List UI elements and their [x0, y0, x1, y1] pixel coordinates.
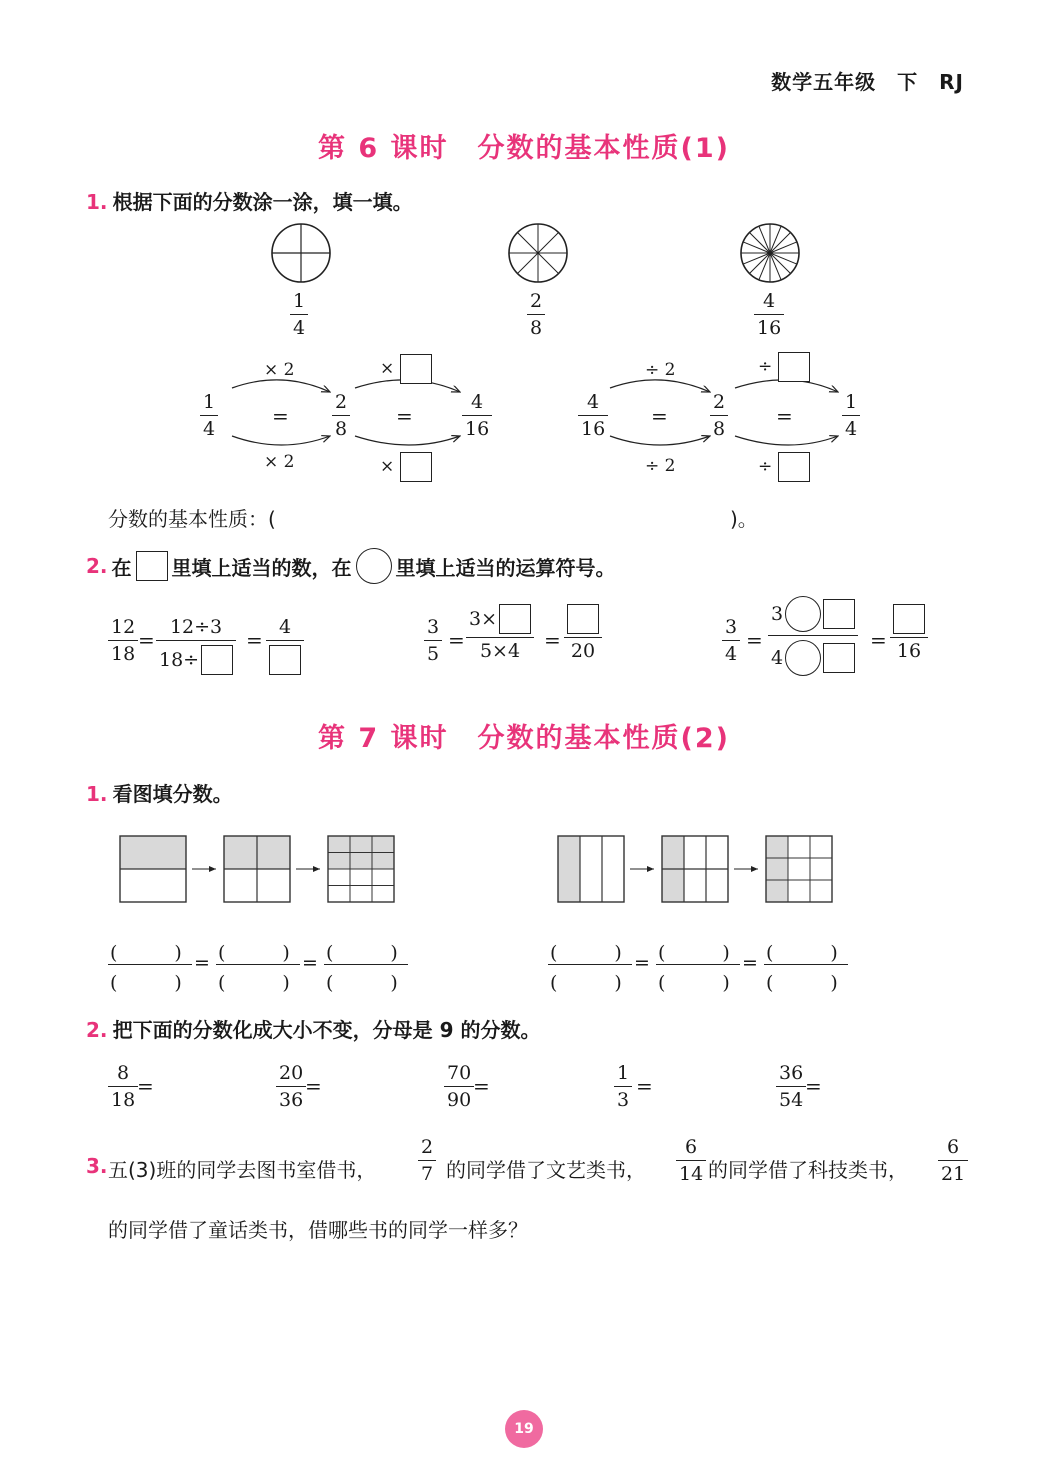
denominator: 18: [111, 643, 136, 665]
op-divide-2-top: ÷ 2: [645, 360, 676, 380]
fraction-bar: [656, 964, 740, 965]
question-number: 3.: [86, 1154, 108, 1178]
numerator: 1: [293, 290, 306, 312]
blank-numerator[interactable]: ( ): [658, 942, 730, 964]
expr2-frac-2: [466, 604, 534, 661]
fraction-bar: [216, 964, 300, 965]
op-times-2-top: × 2: [264, 360, 295, 380]
blank-denominator[interactable]: ( ): [110, 972, 182, 994]
equals-sign: =: [396, 404, 413, 428]
blank-denominator[interactable]: ( ): [218, 972, 290, 994]
numerator: 1: [845, 391, 858, 413]
chain-left-frac-2: [332, 393, 350, 439]
answer-box[interactable]: [893, 604, 925, 634]
equals-sign: =: [805, 1074, 822, 1098]
denominator: 21: [941, 1163, 966, 1185]
l7-q2-heading: [86, 1014, 540, 1043]
convert-frac-4: [614, 1064, 632, 1110]
equals-sign: =: [636, 1074, 653, 1098]
operator-circle[interactable]: [785, 596, 821, 632]
equals-sign: =: [870, 628, 887, 652]
blank-denominator[interactable]: ( ): [326, 972, 398, 994]
numerator: 70: [447, 1062, 472, 1084]
denominator: [156, 641, 236, 675]
op-symbol: ×: [380, 456, 395, 477]
expr1-frac-1: [108, 618, 138, 664]
blank-denominator[interactable]: ( ): [766, 972, 838, 994]
denominator: 16: [581, 418, 606, 440]
chain-right-frac-2: [710, 393, 728, 439]
fraction-bar: [324, 964, 408, 965]
convert-frac-3: [444, 1064, 474, 1110]
denominator: [768, 636, 858, 676]
operator-circle[interactable]: [785, 640, 821, 676]
numerator: 3: [427, 616, 440, 638]
expr1-frac-2: [156, 618, 236, 675]
property-prompt: 分数的基本性质：(: [108, 507, 276, 531]
chain-left-frac-1: [200, 393, 218, 439]
fraction-2-7: [418, 1138, 436, 1184]
grid-diagram-left[interactable]: [118, 834, 408, 904]
numerator: 6: [947, 1136, 960, 1158]
chain-left-frac-3: [462, 393, 492, 439]
equals-sign: =: [302, 952, 318, 974]
l7-q1-heading: [86, 778, 233, 807]
numerator: [564, 604, 602, 637]
equals-sign: =: [651, 404, 668, 428]
expr2-frac-3: [564, 604, 602, 661]
op-divide-blank-bottom: [758, 452, 810, 482]
numerator: 4: [587, 391, 600, 413]
denominator: [266, 641, 304, 675]
op-divide-2-bottom: ÷ 2: [645, 456, 676, 476]
numerator: 4: [471, 391, 484, 413]
numerator-text: 3: [771, 602, 784, 625]
numerator: 1: [203, 391, 216, 413]
blank-denominator[interactable]: ( ): [658, 972, 730, 994]
fraction-2-8: [527, 292, 545, 338]
fraction-6-14: [676, 1138, 706, 1184]
denominator: 5: [427, 643, 440, 665]
equals-sign: =: [448, 628, 465, 652]
question-text: 里填上适当的数，在: [171, 555, 352, 580]
convert-frac-5: [776, 1064, 806, 1110]
circle-symbol: [356, 548, 392, 584]
box-symbol: [136, 551, 168, 581]
blank-numerator[interactable]: ( ): [550, 942, 622, 964]
lesson-6-title: 第 6 课时 分数的基本性质(1): [317, 133, 731, 164]
expr3-frac-3: [890, 604, 928, 661]
chain-right-frac-3: [842, 393, 860, 439]
denominator: 4: [845, 418, 858, 440]
numerator: 4: [763, 290, 776, 312]
l6-q1-heading: [86, 186, 413, 215]
blank-numerator[interactable]: ( ): [218, 942, 290, 964]
numerator: 2: [713, 391, 726, 413]
numerator: [768, 596, 858, 635]
blank-denominator[interactable]: ( ): [550, 972, 622, 994]
denominator: 36: [279, 1089, 304, 1111]
equals-sign: =: [137, 1074, 154, 1098]
op-times-blank-top: [380, 354, 432, 384]
op-symbol: ÷: [758, 456, 773, 477]
equals-sign: =: [272, 404, 289, 428]
answer-box[interactable]: [400, 354, 432, 384]
numerator: [466, 604, 534, 637]
convert-frac-1: [108, 1064, 138, 1110]
equals-sign: =: [776, 404, 793, 428]
circle-quarters[interactable]: [270, 222, 332, 284]
numerator: 2: [335, 391, 348, 413]
expr3-frac-1: [722, 618, 740, 664]
question-text: 根据下面的分数涂一涂，填一填。: [112, 190, 413, 214]
denominator-text: 18÷: [159, 648, 200, 671]
equals-sign: =: [246, 628, 263, 652]
question-number: 1.: [86, 190, 108, 214]
denominator: 3: [617, 1089, 630, 1111]
denominator: 90: [447, 1089, 472, 1111]
equals-sign: =: [544, 628, 561, 652]
question-text: 的同学借了文艺类书，: [446, 1158, 646, 1182]
denominator: 16: [465, 418, 490, 440]
denominator: 8: [713, 418, 726, 440]
denominator: 4: [725, 643, 738, 665]
page-header: 数学五年级 下 RJ: [771, 70, 964, 94]
equals-sign: =: [194, 952, 210, 974]
question-text: 五(3)班的同学去图书室借书，: [108, 1158, 377, 1182]
answer-box[interactable]: [499, 604, 531, 634]
question-text: 的同学借了童话类书，借哪些书的同学一样多？: [108, 1218, 528, 1242]
fraction-bar: [764, 964, 848, 965]
denominator: 16: [896, 640, 922, 662]
equals-sign: =: [473, 1074, 490, 1098]
numerator: 36: [779, 1062, 804, 1084]
numerator: 20: [279, 1062, 304, 1084]
numerator: 3: [725, 616, 738, 638]
question-text: 的同学借了科技类书，: [708, 1158, 908, 1182]
circle-sixteenths[interactable]: [739, 222, 801, 284]
denominator: 14: [679, 1163, 704, 1185]
denominator: 4: [203, 418, 216, 440]
op-times-2-bottom: × 2: [264, 452, 295, 472]
equals-sign: =: [305, 1074, 322, 1098]
question-text: 把下面的分数化成大小不变，分母是 9 的分数。: [112, 1018, 541, 1042]
answer-fraction-row-left: [108, 938, 408, 994]
numerator: 2: [421, 1136, 434, 1158]
op-symbol: ×: [380, 358, 395, 379]
chain-right-frac-1: [578, 393, 608, 439]
property-close: )。: [730, 507, 758, 531]
denominator: 54: [779, 1089, 804, 1111]
denominator: 5×4: [479, 640, 521, 662]
denominator: 4: [293, 317, 306, 339]
property-answer-blank[interactable]: [306, 508, 726, 532]
blank-numerator[interactable]: ( ): [326, 942, 398, 964]
equals-sign: =: [138, 628, 155, 652]
answer-fraction-row-right: [548, 938, 848, 994]
numerator: 6: [685, 1136, 698, 1158]
l6-q2-heading: [86, 548, 616, 584]
numerator: 1: [617, 1062, 630, 1084]
expr1-frac-3: [266, 618, 304, 675]
answer-box[interactable]: [778, 452, 810, 482]
fraction-bar: [108, 964, 192, 965]
page-number-badge: 19: [505, 1410, 543, 1448]
question-text: 在: [111, 555, 132, 580]
question-text: 看图填分数。: [112, 782, 233, 806]
blank-numerator[interactable]: ( ): [110, 942, 182, 964]
denominator-text: 4: [771, 646, 784, 669]
denominator: 18: [111, 1089, 136, 1111]
convert-frac-2: [276, 1064, 306, 1110]
answer-box[interactable]: [823, 599, 855, 629]
answer-box[interactable]: [400, 452, 432, 482]
answer-box[interactable]: [269, 645, 301, 675]
numerator: 2: [530, 290, 543, 312]
expr2-frac-1: [424, 618, 442, 664]
fraction-bar: [548, 964, 632, 965]
question-number: 1.: [86, 782, 108, 806]
denominator: 20: [570, 640, 596, 662]
answer-box[interactable]: [823, 643, 855, 673]
numerator: [890, 604, 928, 637]
denominator: 8: [530, 317, 543, 339]
equals-sign: =: [634, 952, 650, 974]
answer-box[interactable]: [201, 645, 233, 675]
fraction-1-4: [290, 292, 308, 338]
grid-diagram-right[interactable]: [556, 834, 846, 904]
fraction-4-16: [754, 292, 784, 338]
fraction-6-21: [938, 1138, 968, 1184]
denominator: 16: [757, 317, 782, 339]
equals-sign: =: [746, 628, 763, 652]
question-number: 2.: [86, 554, 108, 578]
numerator: 8: [117, 1062, 130, 1084]
numerator: 12: [111, 616, 136, 638]
question-number: 2.: [86, 1018, 108, 1042]
answer-box[interactable]: [567, 604, 599, 634]
denominator: 7: [421, 1163, 434, 1185]
op-divide-blank-top: [758, 352, 810, 382]
op-times-blank-bottom: [380, 452, 432, 482]
numerator-text: 3×: [469, 607, 498, 630]
op-symbol: ÷: [758, 356, 773, 377]
expr3-frac-2: [768, 596, 858, 676]
answer-box[interactable]: [778, 352, 810, 382]
numerator: 4: [278, 616, 292, 638]
denominator: 8: [335, 418, 348, 440]
circle-eighths[interactable]: [507, 222, 569, 284]
numerator: 12÷3: [169, 616, 223, 638]
blank-numerator[interactable]: ( ): [766, 942, 838, 964]
equals-sign: =: [742, 952, 758, 974]
question-text: 里填上适当的运算符号。: [395, 555, 616, 580]
lesson-7-title: 第 7 课时 分数的基本性质(2): [317, 723, 731, 754]
